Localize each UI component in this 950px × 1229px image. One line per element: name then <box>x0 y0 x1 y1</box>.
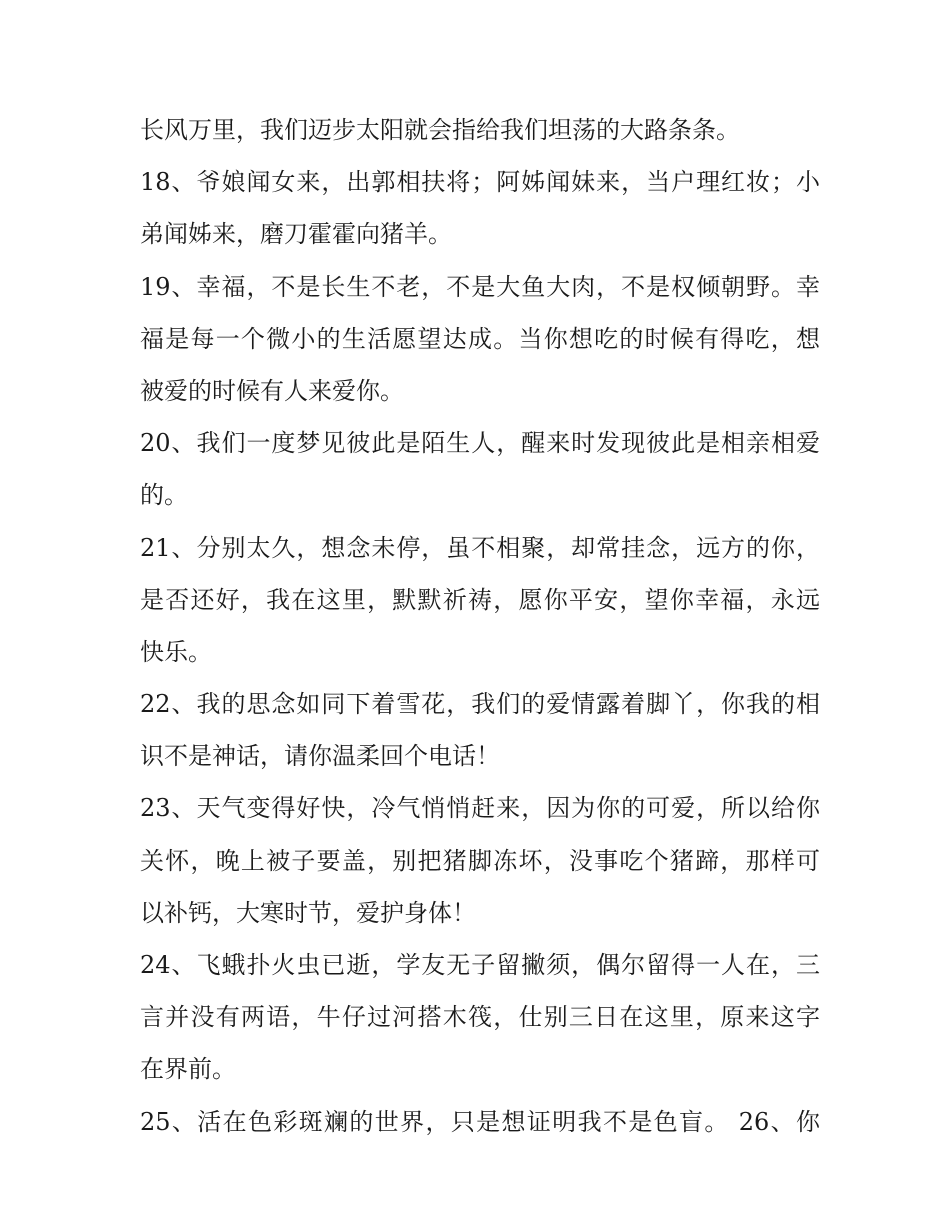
text-line: 18、爷娘闻女来，出郭相扶将；阿姊闻妹来，当户理红妆；小 <box>140 168 820 197</box>
text-line: 关怀，晚上被子要盖，别把猪脚冻坏，没事吃个猪蹄，那样可 <box>140 846 820 875</box>
text-line: 在界前。 <box>140 1055 236 1084</box>
text-line: 的。 <box>140 481 188 510</box>
text-line: 20、我们一度梦见彼此是陌生人，醒来时发现彼此是相亲相爱 <box>140 429 820 458</box>
text-line: 福是每一个微小的生活愿望达成。当你想吃的时候有得吃，想 <box>140 324 820 353</box>
text-line: 22、我的思念如同下着雪花，我们的爱情露着脚丫，你我的相 <box>140 690 820 719</box>
text-line: 是否还好，我在这里，默默祈祷，愿你平安，望你幸福，永远 <box>140 585 820 614</box>
text-line: 弟闻姊来，磨刀霍霍向猪羊。 <box>140 220 452 249</box>
text-line: 21、分别太久，想念未停，虽不相聚，却常挂念，远方的你， <box>140 533 820 562</box>
text-line: 25、活在色彩斑斓的世界，只是想证明我不是色盲。 26、你 <box>140 1107 820 1136</box>
text-line: 24、飞蛾扑火虫已逝，学友无子留撇须，偶尔留得一人在，三 <box>140 951 820 979</box>
text-line: 以补钙，大寒时节，爱护身体！ <box>140 898 476 927</box>
text-line: 长风万里，我们迈步太阳就会指给我们坦荡的大路条条。 <box>140 116 740 144</box>
text-line: 快乐。 <box>140 637 212 666</box>
text-line: 识不是神话，请你温柔回个电话！ <box>140 742 500 771</box>
text-line: 23、天气变得好快，冷气悄悄赶来，因为你的可爱，所以给你 <box>140 794 820 823</box>
body-text <box>140 104 820 1148</box>
text-line: 言并没有两语，牛仔过河搭木筏，仕别三日在这里，原来这字 <box>140 1003 820 1032</box>
text-line: 19、幸福，不是长生不老，不是大鱼大肉，不是权倾朝野。幸 <box>140 272 820 301</box>
text-line: 被爱的时候有人来爱你。 <box>140 376 404 405</box>
